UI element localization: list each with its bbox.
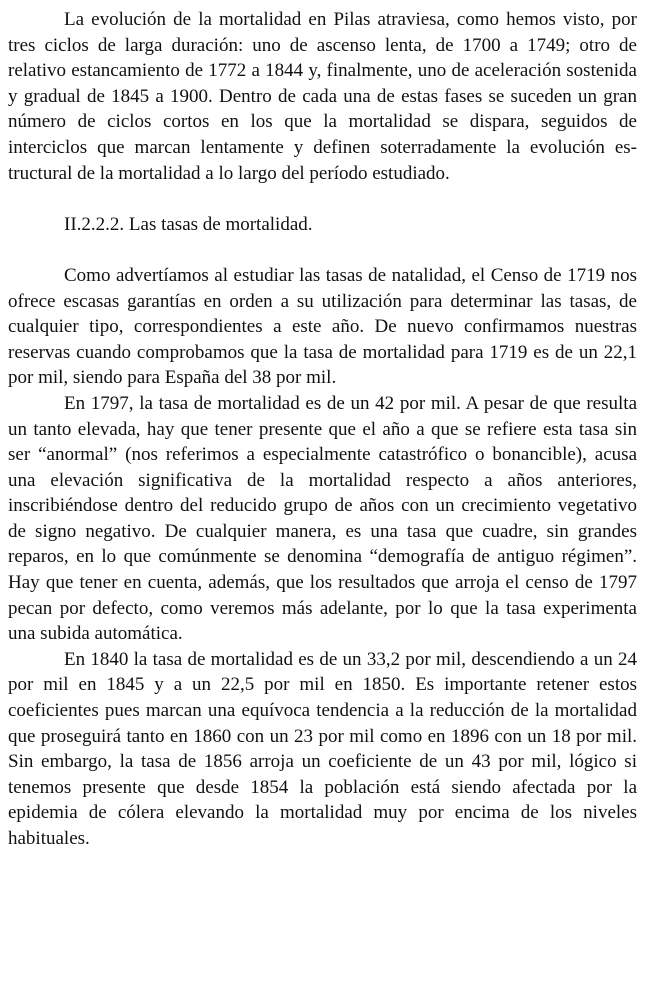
body-paragraph-1840: En 1840 la tasa de mortalidad es de un 33,2 por mil, descendiendo a un 24 por mil en 1845 y a un 22,5 por mil en 1850. Es importante retener estos coeficientes pues marcan una equívoca tendencia a la reducción de la mortalidad que proseguirá tanto en 1860 con un 23 por mil como en 1896 con un 18 por mil. Sin embargo, la tasa de 1856 arroja un coeficiente de un 43 por mil, lógico si tenemos presente que desde 1854 la población está siendo afectada por la epidemia de cólera elevando la mortalidad muy por encima de los niveles habituales. bbox=[8, 648, 637, 849]
body-paragraph-1797: En 1797, la tasa de mortalidad es de un 42 por mil. A pesar de que resulta un tanto elevada, hay que tener presente que el año a que se refiere esta tasa sin ser “anormal” (nos referimos a especialmente catastrófico o bonancible), acusa una elevación significativa de la mortalidad respecto a años anteriores, inscribiéndose dentro del reducido grupo de años con un crecimiento vegetativo de signo negativo. De cualquier manera, es una tasa que cuadre, sin grandes reparos, en lo que comúnmente se denomina “demografía de antiguo régimen”. Hay que tener en cuenta, además, que los resultados que arroja el censo de 1797 pecan por defecto, como veremos más adelante, por lo que la tasa experimenta una subida automática. bbox=[8, 392, 637, 645]
section-heading: II.2.2.2. Las tasas de mortalidad. bbox=[64, 213, 313, 235]
intro-paragraph: La evolución de la mortalidad en Pilas atraviesa, como hemos visto, por tres ciclos de larga duración: uno de ascenso lenta, de 1700 a 1749; otro de relativo estancamiento de 1772 a 1844 y, finalmente, uno de aceleración sostenida y gradual de 1845 a 1900. Dentro de cada una de estas fases se suceden un gran número de ciclos cortos en los que la mortalidad se dispara, seguidos de interciclos que marcan lentamente y definen soterradamente la evolución estructural de la mortalidad a lo largo del período estudiado. bbox=[8, 9, 637, 184]
body-paragraph-1719: Como advertíamos al estudiar las tasas de natalidad, el Censo de 1719 nos ofrece escasas garantías en orden a su utilización para determinar las tasas, de cualquier tipo, correspondientes a este año. De nuevo confirmamos nuestras reservas cuando comprobamos que la tasa de mortalidad para 1719 es de un 22,1 por mil, siendo para España del 38 por mil. bbox=[8, 264, 637, 389]
